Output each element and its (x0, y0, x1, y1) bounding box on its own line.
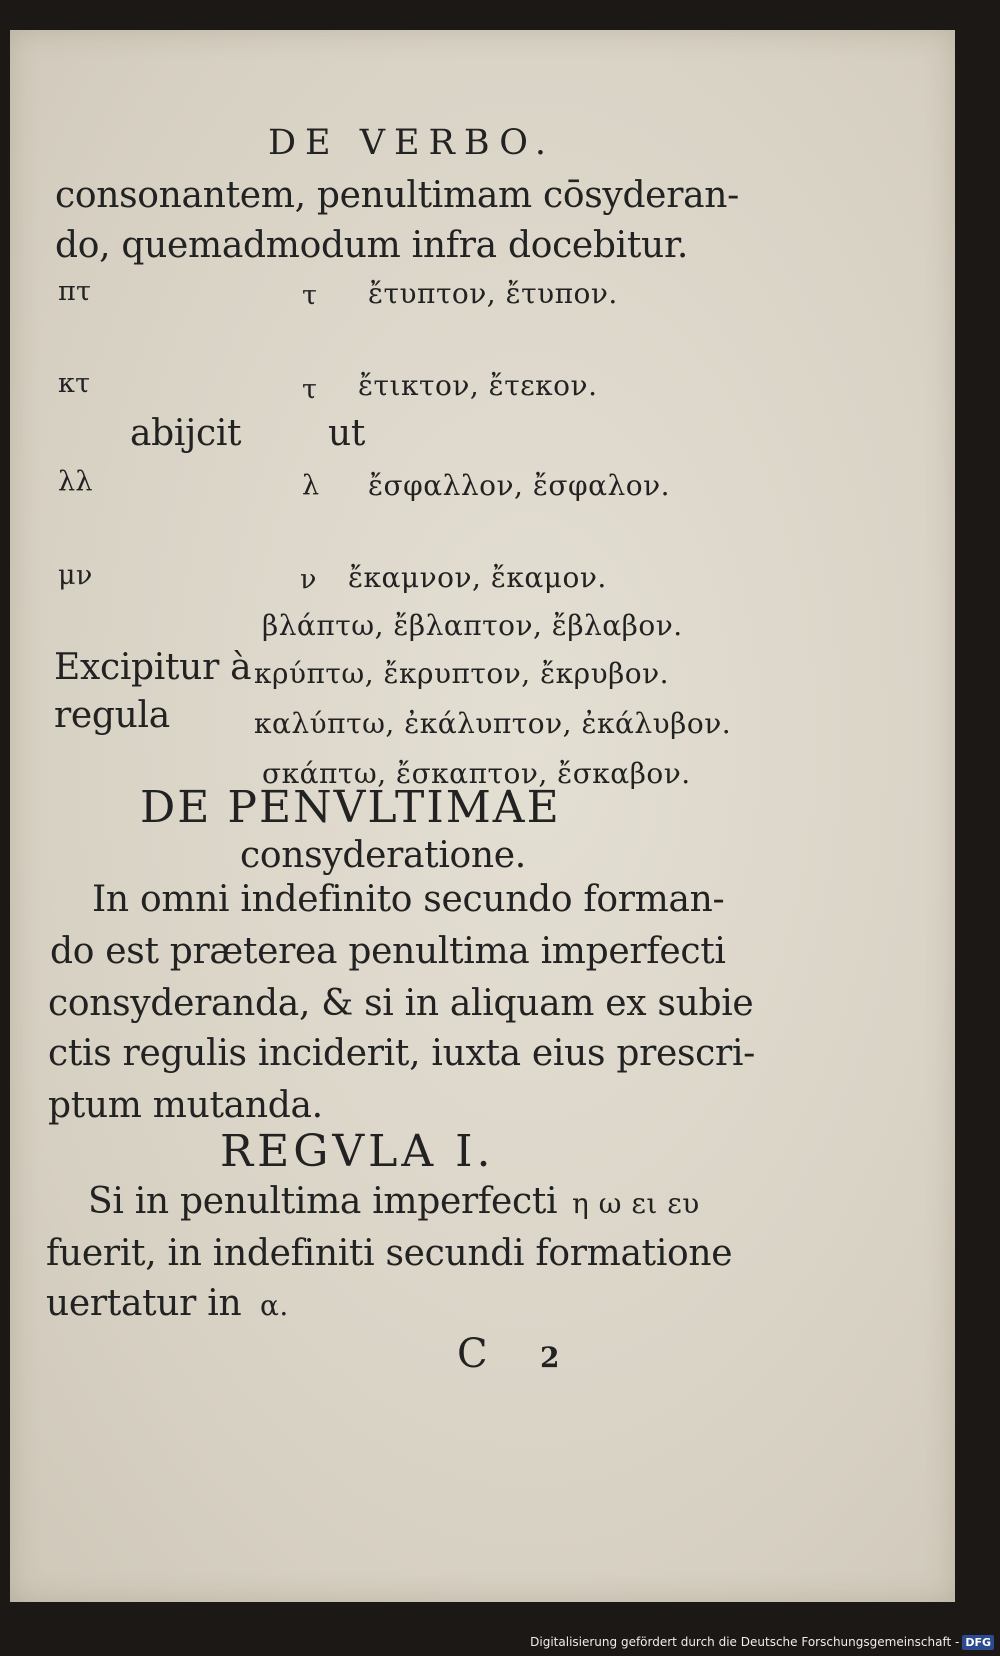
section-subtitle: consyderatione. (240, 835, 526, 876)
table-to-1: τ (302, 280, 318, 311)
signature-letter: C (457, 1331, 488, 1377)
paragraph-line-5: ptum mutanda. (48, 1085, 323, 1126)
running-head: DE VERBO. (268, 123, 556, 163)
table-to-4: ν (300, 564, 317, 595)
table-example-2: ἔτικτον, ἔτεκον. (358, 369, 598, 402)
table-from-4: μν (58, 560, 93, 591)
table-to-3: λ (302, 470, 320, 501)
exception-1: βλάπτω, ἔβλαπτον, ἔβλαβον. (262, 609, 683, 642)
exception-2: κρύπτω, ἔκρυπτον, ἔκρυβον. (254, 657, 670, 690)
table-example-1: ἔτυπτον, ἔτυπον. (368, 277, 618, 310)
table-abijcit: abijcit (130, 413, 242, 454)
paragraph-line-4: ctis regulis inciderit, iuxta eius prescri- (48, 1033, 756, 1074)
table-from-2: κτ (58, 368, 91, 399)
table-ut: ut (328, 413, 366, 454)
exception-3: καλύπτω, ἐκάλυπτον, ἐκάλυβον. (254, 707, 732, 740)
dfg-logo: DFG (962, 1635, 994, 1650)
text-line-1: consonantem, penultimam cōsyderan- (55, 175, 740, 216)
table-to-2: τ (302, 374, 318, 405)
table-example-4: ἔκαμνον, ἔκαμον. (348, 561, 607, 594)
section-title: DE PENVLTIMAE (140, 782, 561, 833)
rule-line-1: Si in penultima imperfecti (88, 1181, 558, 1222)
signature-number: 2 (540, 1341, 560, 1374)
exception-label-2: regula (54, 695, 170, 736)
rule-line-3-greek: α. (260, 1289, 289, 1322)
exception-label-1: Excipitur à (54, 647, 252, 688)
rule-greek-letters: η ω ει ευ (572, 1187, 700, 1220)
book-page (10, 30, 955, 1602)
table-example-3: ἔσφαλλον, ἔσφαλον. (368, 469, 671, 502)
rule-title: REGVLA I. (220, 1126, 495, 1177)
table-from-3: λλ (58, 466, 93, 497)
exception-4: σκάπτω, ἔσκαπτον, ἔσκαβον. (262, 757, 691, 790)
rule-line-3: uertatur in (46, 1283, 242, 1324)
table-from-1: πτ (58, 276, 92, 307)
paragraph-line-3: consyderanda, & si in aliquam ex subie (48, 983, 754, 1024)
footer-text: Digitalisierung gefördert durch die Deutsche Forschungsgemeinschaft - (530, 1635, 960, 1649)
text-line-2: do, quemadmodum infra docebitur. (55, 225, 689, 266)
footer (530, 1632, 994, 1652)
paragraph-line-2: do est præterea penultima imperfecti (50, 931, 726, 972)
rule-line-2: fuerit, in indefiniti secundi formatione (46, 1233, 733, 1274)
paragraph-line-1: In omni indefinito secundo forman- (92, 879, 725, 920)
